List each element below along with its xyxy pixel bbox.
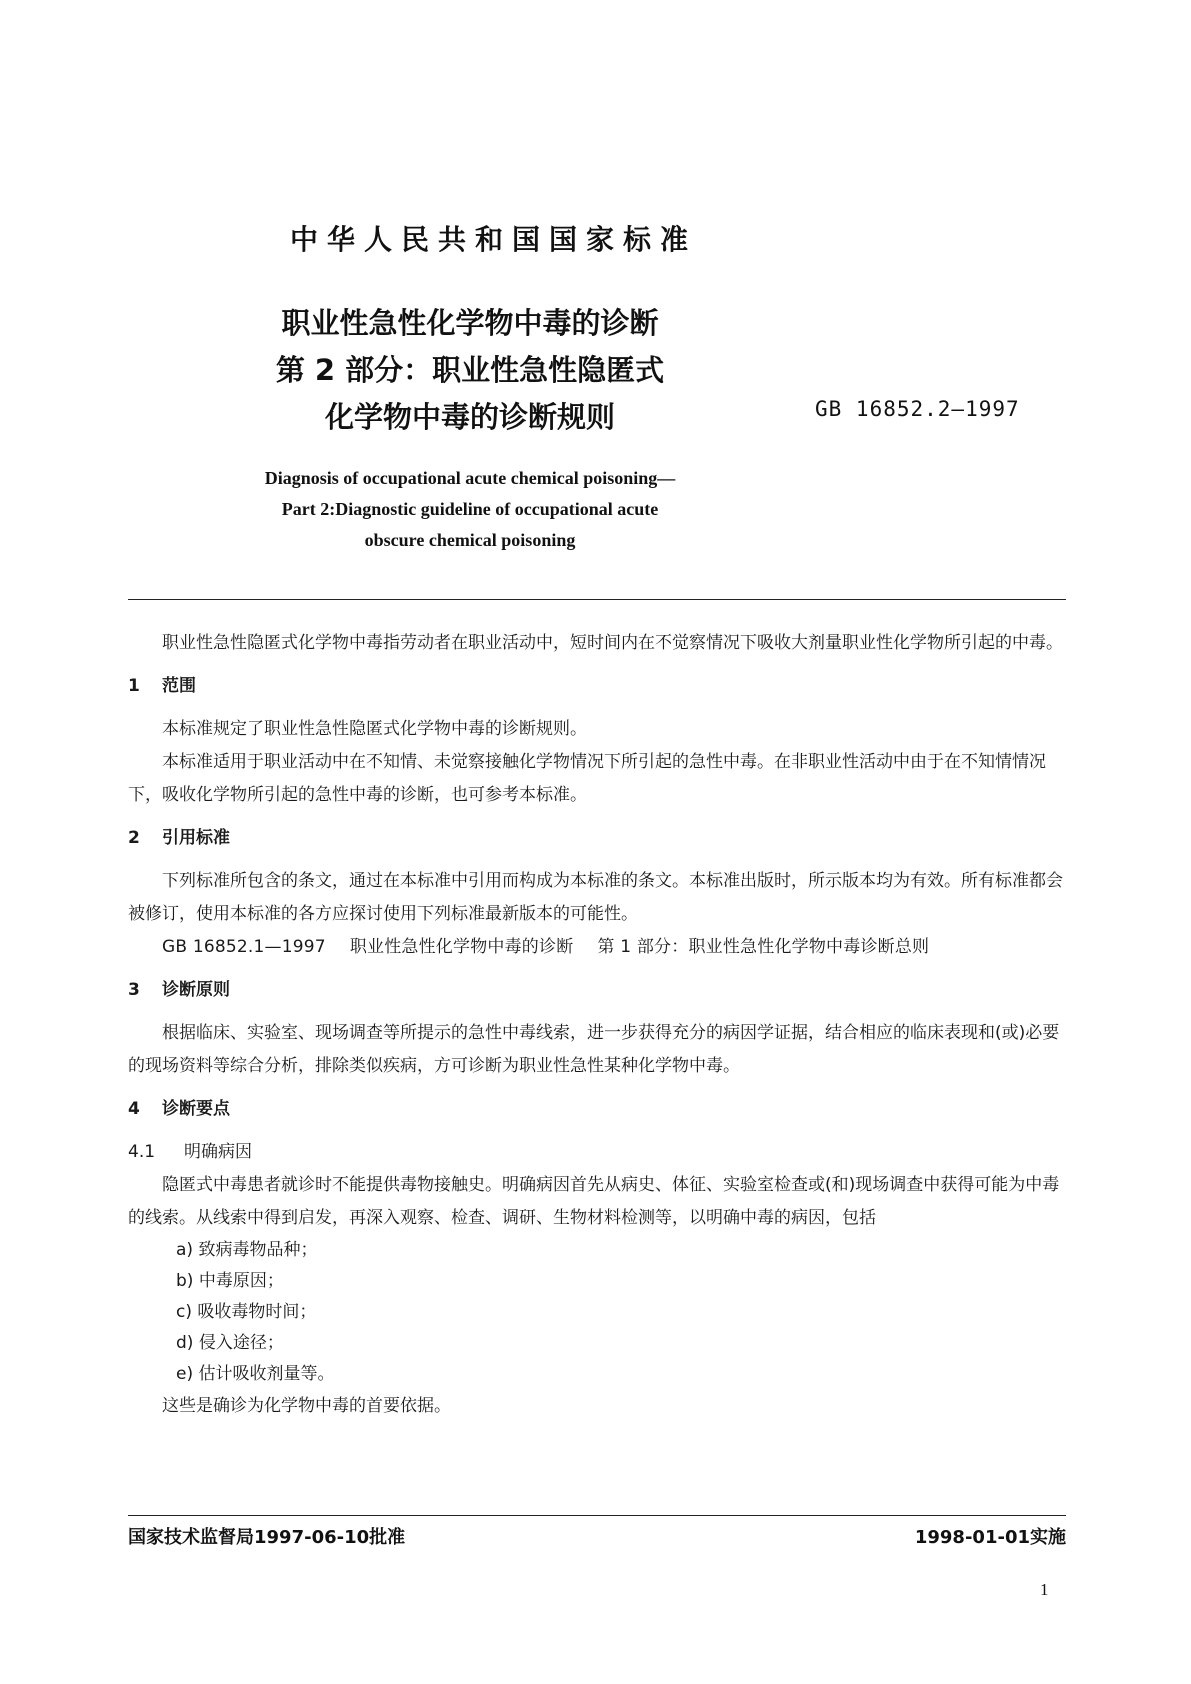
section-title: 范围 xyxy=(162,676,196,696)
scope-paragraph: 本标准规定了职业性急性隐匿式化学物中毒的诊断规则。 xyxy=(162,719,587,739)
english-title-line: Diagnosis of occupational acute chemical poisoning— xyxy=(264,468,676,488)
english-title-line: Part 2:Diagnostic guideline of occupational acute xyxy=(281,499,659,519)
section-title: 诊断原则 xyxy=(162,980,230,1000)
intro-paragraph: 职业性急性隐匿式化学物中毒指劳动者在职业活动中，短时间内在不觉察情况下吸收大剂量职业性化学物所引起的中毒。 xyxy=(162,633,1063,653)
reference-code: GB 16852.1—1997 xyxy=(162,937,326,957)
document-body xyxy=(128,627,1066,1423)
document-title xyxy=(180,300,760,441)
section-number: 3 xyxy=(128,980,140,1000)
reference-part: 第 1 部分：职业性急性化学物中毒诊断总则 xyxy=(597,937,930,957)
reference-entry xyxy=(128,931,1066,964)
section-heading-references xyxy=(128,822,1066,855)
implementation-date: 1998-01-01实施 xyxy=(914,1527,1066,1548)
list-item: b) 中毒原因； xyxy=(176,1271,284,1291)
list-item: d) 侵入途径； xyxy=(176,1333,284,1353)
reference-title: 职业性急性化学物中毒的诊断 xyxy=(349,937,574,957)
title-line: 职业性急性化学物中毒的诊断 xyxy=(281,306,659,340)
section-heading-scope xyxy=(128,670,1066,703)
list-item: c) 吸收毒物时间； xyxy=(176,1302,317,1322)
title-line: 化学物中毒的诊断规则 xyxy=(324,400,615,434)
subsection-title: 明确病因 xyxy=(184,1142,252,1162)
standard-number: GB 16852.2—1997 xyxy=(815,397,1020,421)
english-title-line: obscure chemical poisoning xyxy=(364,530,576,550)
section-heading-principles xyxy=(128,974,1066,1007)
approval-date: 国家技术监督局1997-06-10批准 xyxy=(128,1527,406,1548)
references-paragraph: 下列标准所包含的条文，通过在本标准中引用而构成为本标准的条文。本标准出版时，所示版本均为有效。所有标准都会被修订，使用本标准的各方应探讨使用下列标准最新版本的可能性。 xyxy=(128,871,1063,924)
section-title: 诊断要点 xyxy=(162,1099,230,1119)
subsection-heading xyxy=(128,1136,1066,1169)
section-title: 引用标准 xyxy=(162,828,230,848)
section-number: 4 xyxy=(128,1099,140,1119)
page-number: 1 xyxy=(1040,1580,1049,1599)
section-heading-key-points xyxy=(128,1093,1066,1126)
footer-divider xyxy=(128,1515,1066,1516)
scope-paragraph: 本标准适用于职业活动中在不知情、未觉察接触化学物情况下所引起的急性中毒。在非职业性活动中由于在不知情情况下，吸收化学物所引起的急性中毒的诊断，也可参考本标准。 xyxy=(128,752,1046,805)
etiology-paragraph: 隐匿式中毒患者就诊时不能提供毒物接触史。明确病因首先从病史、体征、实验室检查或(和)现场调查中获得可能为中毒的线索。从线索中得到启发，再深入观察、检查、调研、生物材料检测等，以明确中毒的病因，包括 xyxy=(128,1175,1060,1228)
principles-paragraph: 根据临床、实验室、现场调查等所提示的急性中毒线索，进一步获得充分的病因学证据，结合相应的临床表现和(或)必要的现场资料等综合分析，排除类似疾病，方可诊断为职业性急性某种化学物中毒。 xyxy=(128,1023,1060,1076)
section-number: 2 xyxy=(128,828,140,848)
section-number: 1 xyxy=(128,676,140,696)
english-title xyxy=(180,463,760,556)
header-divider xyxy=(128,599,1066,600)
list-item: a) 致病毒物品种； xyxy=(176,1240,318,1260)
closing-paragraph: 这些是确诊为化学物中毒的首要依据。 xyxy=(162,1396,451,1416)
subsection-number: 4.1 xyxy=(128,1142,156,1162)
title-line: 第 2 部分：职业性急性隐匿式 xyxy=(275,353,665,387)
national-standard-heading: 中华人民共和国国家标准 xyxy=(290,223,698,256)
list-item: e) 估计吸收剂量等。 xyxy=(176,1364,335,1384)
